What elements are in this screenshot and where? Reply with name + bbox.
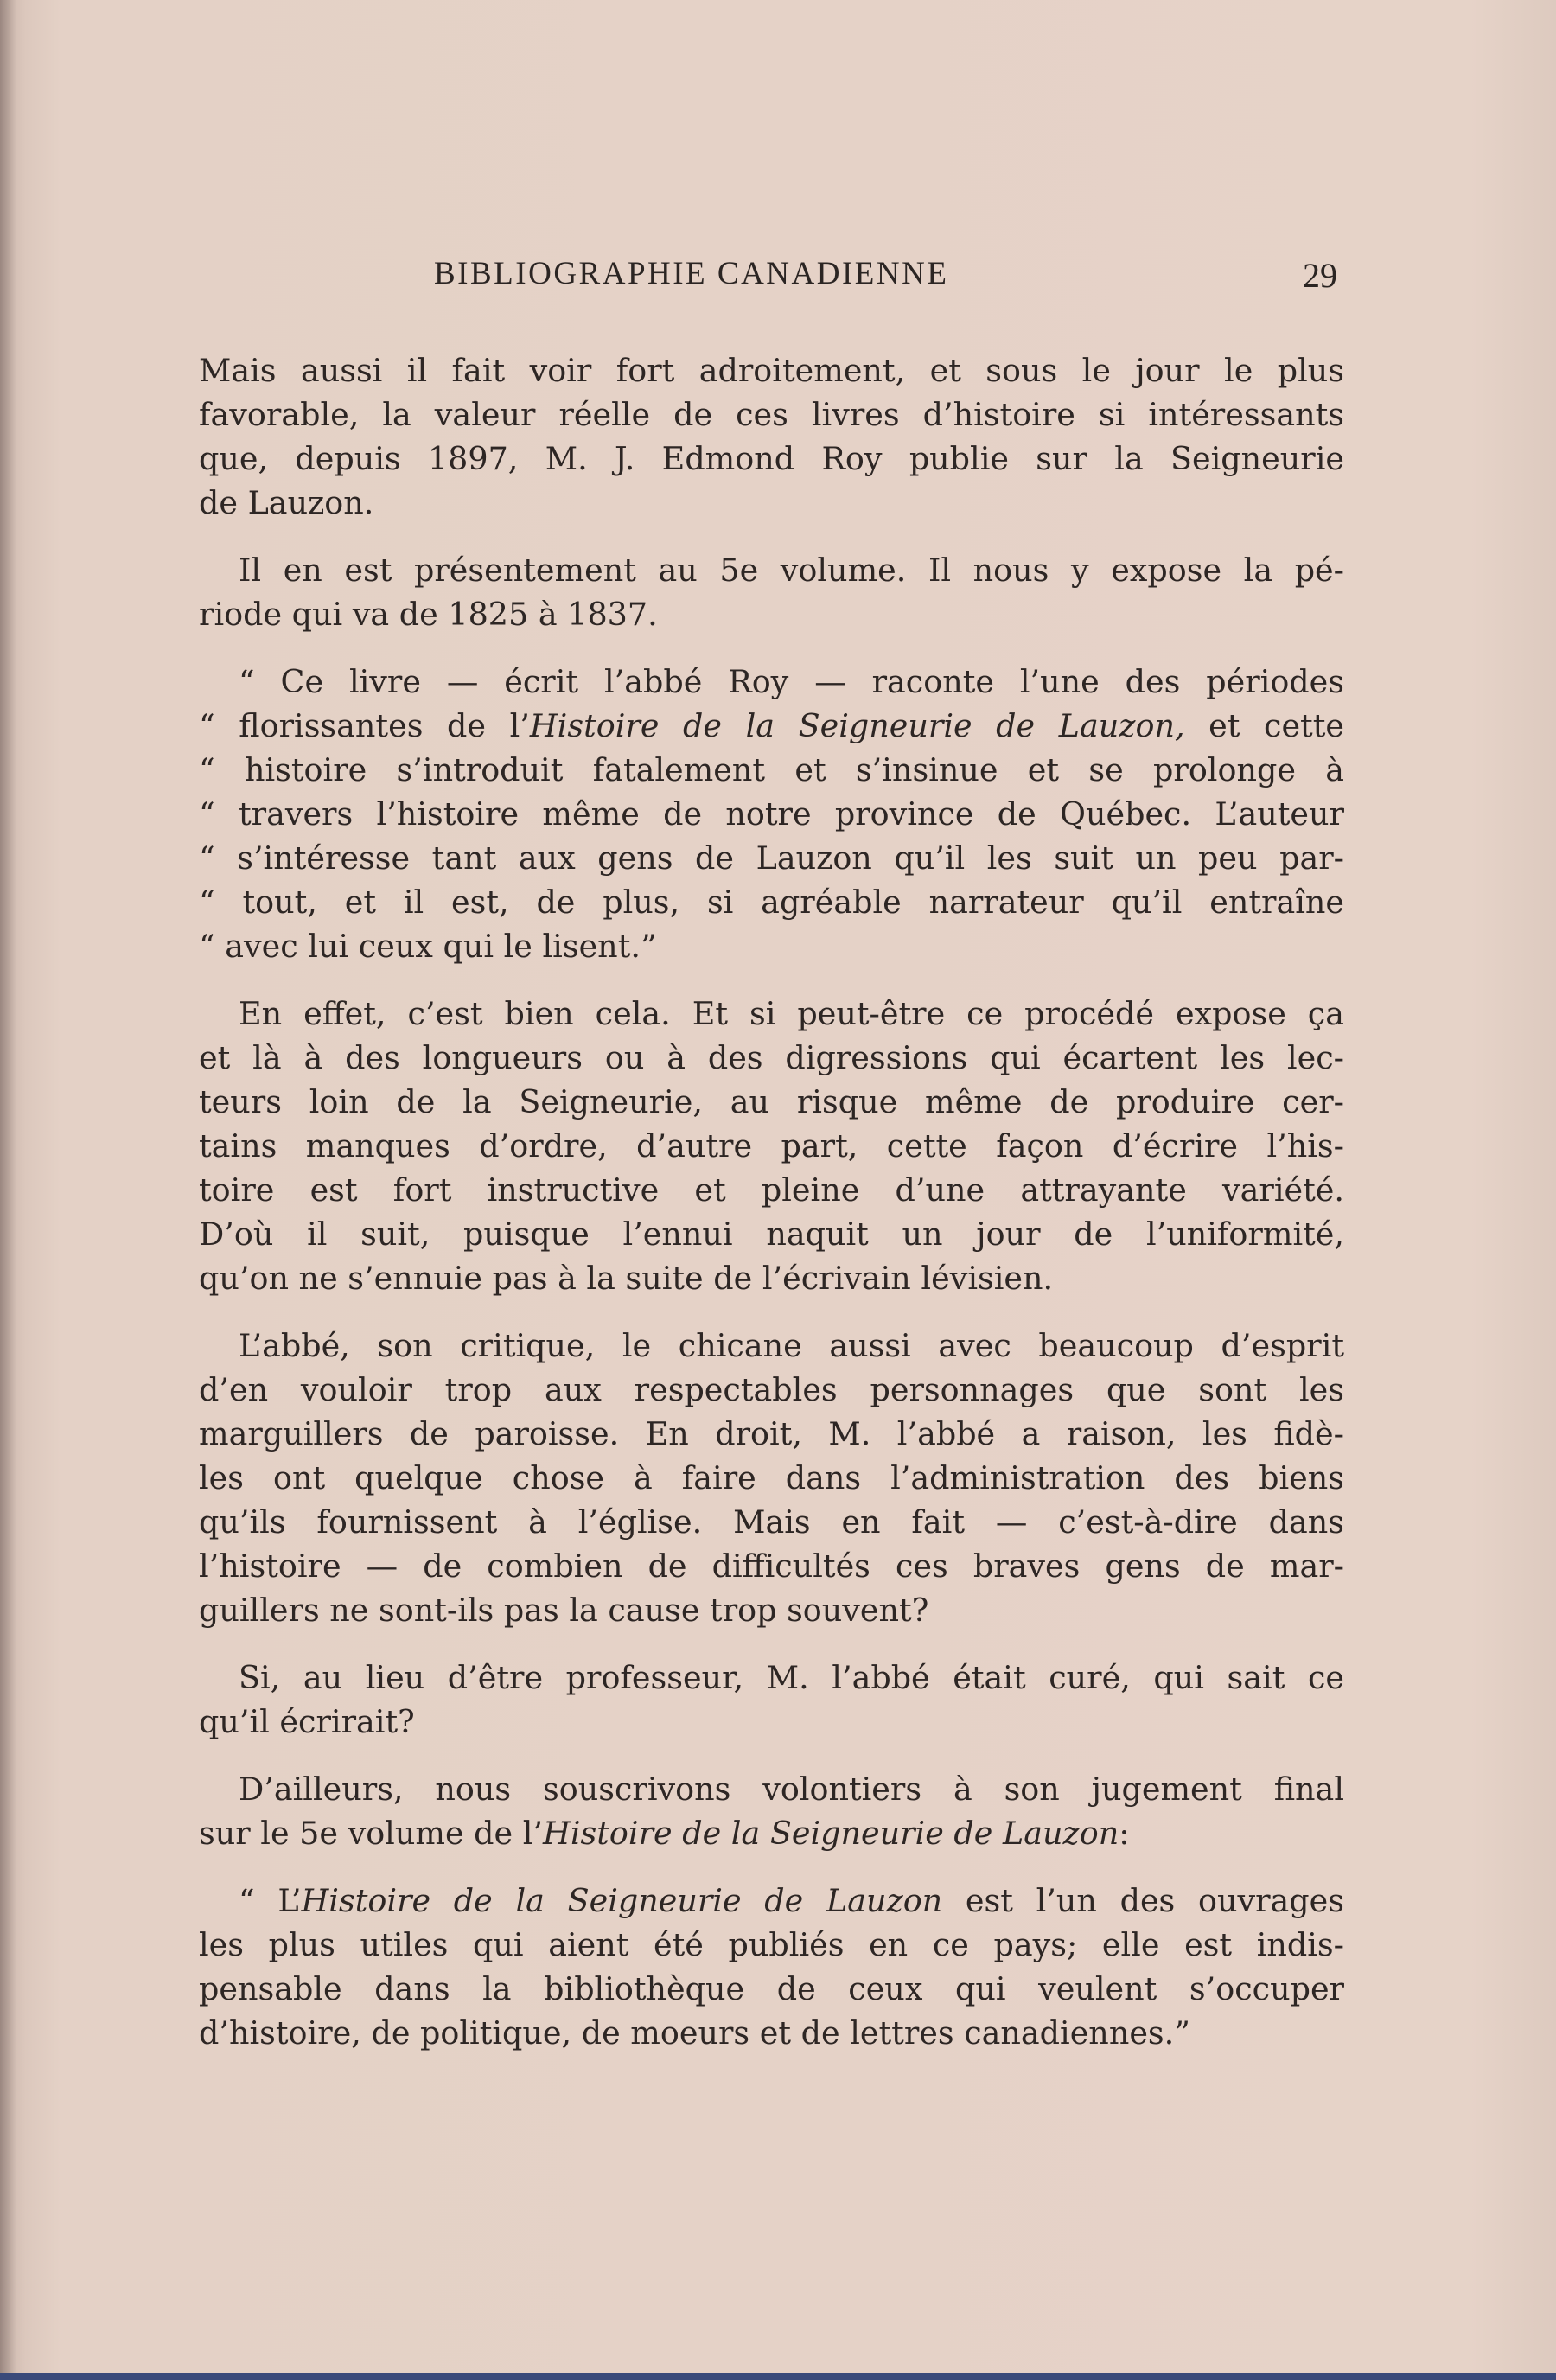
text-line — [199, 704, 1344, 748]
page-number: 29 — [1303, 256, 1337, 295]
running-title: BIBLIOGRAPHIE CANADIENNE — [434, 256, 949, 291]
text-segment: D’ailleurs, nous souscrivons volontiers à son jugement final — [239, 1771, 1344, 1808]
text-line: guillers ne sont-ils pas la cause trop souvent? — [199, 1592, 929, 1629]
text-line: qu’il écrirait? — [199, 1703, 415, 1740]
book-title-italic: Histoire de la Seigneurie de Lauzon — [543, 1815, 1119, 1852]
book-page — [199, 255, 1344, 2078]
book-title-italic: Histoire de la Seigneurie de Lauzon, — [529, 707, 1185, 744]
text-line — [199, 660, 1344, 704]
text-segment: et cette — [1184, 707, 1344, 744]
text-segment: pensable dans la bibliothèque de ceux qui veulent s’occuper — [199, 1970, 1344, 2007]
text-line — [199, 1767, 1344, 1811]
paragraph-6 — [199, 1767, 1344, 1855]
book-title-italic: Histoire de la Seigneurie de Lauzon — [301, 1882, 943, 1919]
text-segment: d’histoire, de politique, de moeurs et de lettres canadiennes.” — [199, 2014, 1190, 2051]
text-line: qu’ils fournissent à l’église. Mais en fait — c’est-à-dire dans — [199, 1503, 1344, 1541]
text-segment: “ L’ — [239, 1882, 302, 1919]
paragraph-5 — [199, 1656, 1344, 1744]
paragraph-3 — [199, 992, 1344, 1300]
paragraph-2 — [199, 548, 1344, 636]
text-line: tains manques d’ordre, d’autre part, cette façon d’écrire l’his- — [199, 1127, 1344, 1164]
book-binding-edge — [0, 0, 16, 2380]
text-segment: “ travers l’histoire même de notre province de Québec. L’auteur — [199, 795, 1344, 833]
text-line: L’abbé, son critique, le chicane aussi avec beaucoup d’esprit — [239, 1327, 1344, 1364]
text-line: Mais aussi il fait voir fort adroitement, et sous le jour le plus — [199, 352, 1344, 389]
text-line: de Lauzon. — [199, 484, 374, 521]
text-line — [199, 792, 1344, 836]
text-segment: les plus utiles qui aient été publiés en ce pays; elle est indis- — [199, 1926, 1344, 1963]
text-segment: “ tout, et il est, de plus, si agréable narrateur qu’il entraîne — [199, 884, 1344, 921]
text-line — [199, 2011, 1344, 2055]
text-line: Si, au lieu d’être professeur, M. l’abbé était curé, qui sait ce — [239, 1659, 1344, 1696]
text-segment: sur le 5e volume de l’ — [199, 1815, 544, 1852]
text-line: marguillers de paroisse. En droit, M. l’abbé a raison, les fidè- — [199, 1415, 1344, 1452]
text-segment: “ histoire s’introduit fatalement et s’insinue et se prolonge à — [199, 751, 1344, 788]
text-segment: “ Ce livre — écrit l’abbé Roy — raconte l’une des périodes — [239, 663, 1344, 700]
text-line — [199, 1811, 1344, 1855]
text-line — [199, 880, 1344, 924]
page-bottom-edge — [0, 2373, 1556, 2380]
text-line: et là à des longueurs ou à des digressions qui écartent les lec- — [199, 1039, 1344, 1076]
text-line: D’où il suit, puisque l’ennui naquit un jour de l’uniformité, — [199, 1216, 1344, 1253]
text-segment: “ s’intéresse tant aux gens de Lauzon qu’il les suit un peu par- — [199, 839, 1344, 877]
text-line — [199, 924, 1344, 968]
text-line — [199, 1967, 1344, 2011]
quotation-paragraph-2 — [199, 1879, 1344, 2055]
text-line: teurs loin de la Seigneurie, au risque même de produire cer- — [199, 1083, 1344, 1120]
text-line: favorable, la valeur réelle de ces livres d’histoire si intéressants — [199, 396, 1344, 433]
text-segment: “ avec lui ceux qui le lisent.” — [199, 928, 657, 965]
text-line — [199, 1923, 1344, 1967]
paragraph-4 — [199, 1324, 1344, 1632]
text-segment: : — [1119, 1815, 1130, 1852]
text-line: d’en vouloir trop aux respectables personnages que sont les — [199, 1371, 1344, 1408]
paragraph-1 — [199, 348, 1344, 525]
text-line: que, depuis 1897, M. J. Edmond Roy publie sur la Seigneurie — [199, 440, 1344, 477]
text-line — [199, 836, 1344, 880]
text-line: l’histoire — de combien de difficultés ces braves gens de mar- — [199, 1547, 1344, 1585]
text-line: Il en est présentement au 5e volume. Il nous y expose la pé- — [239, 552, 1344, 589]
text-segment: “ florissantes de l’ — [199, 707, 530, 744]
text-line: riode qui va de 1825 à 1837. — [199, 596, 658, 633]
text-line: qu’on ne s’ennuie pas à la suite de l’écrivain lévisien. — [199, 1260, 1054, 1297]
running-head — [199, 255, 1344, 307]
quotation-paragraph-1 — [199, 660, 1344, 968]
text-line: En effet, c’est bien cela. Et si peut-être ce procédé expose ça — [239, 995, 1344, 1032]
text-line: toire est fort instructive et pleine d’une attrayante variété. — [199, 1171, 1344, 1209]
text-line — [199, 1879, 1344, 1923]
text-line: les ont quelque chose à faire dans l’administration des biens — [199, 1459, 1344, 1496]
text-line — [199, 748, 1344, 792]
text-segment: est l’un des ouvrages — [942, 1882, 1344, 1919]
